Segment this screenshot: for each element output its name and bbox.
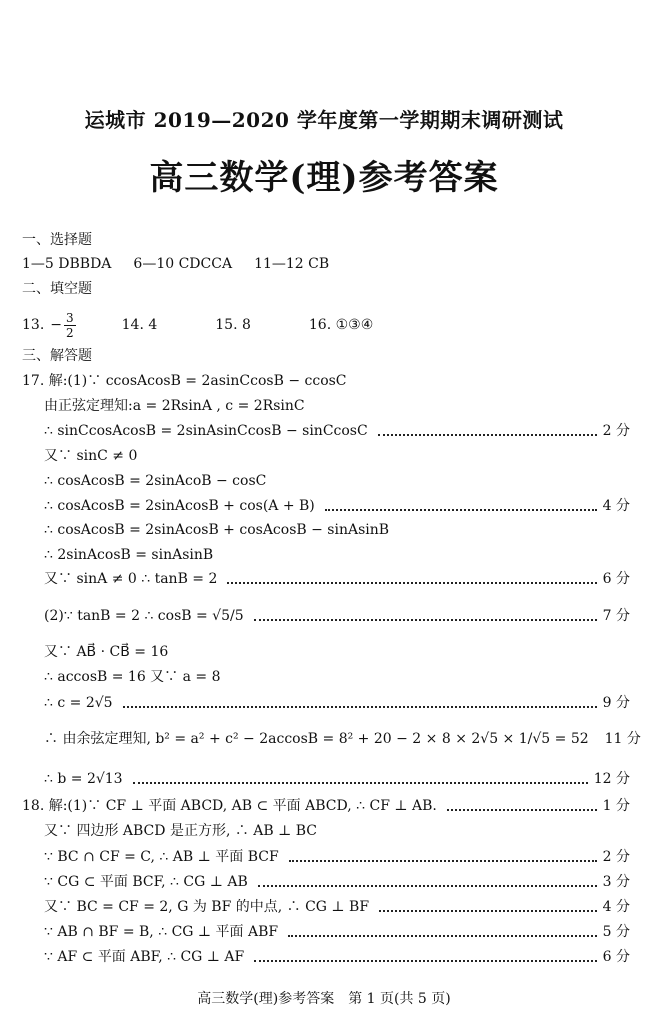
solution-line <box>44 819 630 843</box>
score-points: 4 分 <box>602 899 630 915</box>
leader-dots <box>325 509 597 511</box>
solution-line <box>44 870 630 894</box>
solution-text: 又∵ AB⃗ · CB⃗ = 16 <box>44 644 169 660</box>
solution-line <box>44 727 641 751</box>
mc-answer-2: 6—10 CDCCA <box>133 256 233 272</box>
score-points: 3 分 <box>602 874 630 890</box>
leader-dots <box>123 706 597 708</box>
q15-answer: 15. 8 <box>215 317 251 333</box>
solution-text: ∵ AB ∩ BF = B, ∴ CG ⊥ 平面 ABF <box>44 924 279 940</box>
solution-text: ∴ accosB = 16 又∵ a = 8 <box>44 669 221 685</box>
leader-dots <box>447 809 597 811</box>
solution-line <box>44 419 630 443</box>
mc-answer-3: 11—12 CB <box>254 256 330 272</box>
mc-answers <box>22 252 648 276</box>
solution-text: 又∵ 四边形 ABCD 是正方形, ∴ AB ⊥ BC <box>44 823 318 839</box>
solution-text: ∵ AF ⊂ 平面 ABF, ∴ CG ⊥ AF <box>44 949 245 965</box>
section-heading-fill: 二、填空题 <box>22 281 92 297</box>
score-points: 5 分 <box>602 924 630 940</box>
solution-line <box>44 567 630 591</box>
solution-text: ∴ cosAcosB = 2sinAcoB − cosC <box>44 473 267 489</box>
solution-text: ∴ 由余弦定理知, b² = a² + c² − 2accosB = 8² + 20 − 2 × 8 × 2√5 × 1/√5 = 52 <box>44 731 589 747</box>
leader-dots <box>378 434 597 436</box>
leader-dots <box>227 582 596 584</box>
leader-dots <box>254 619 597 621</box>
solution-text: ∴ cosAcosB = 2sinAcosB + cos(A + B) <box>44 498 315 514</box>
solution-text: 17. 解:(1)∵ ccosAcosB = 2asinCcosB − ccosC <box>22 373 347 389</box>
solution-line <box>44 394 630 418</box>
solution-text: ∵ CG ⊂ 平面 BCF, ∴ CG ⊥ AB <box>44 874 248 890</box>
score-points: 6 分 <box>602 949 630 965</box>
page-footer: 高三数学(理)参考答案 第 1 页(共 5 页) <box>197 991 451 1007</box>
solution-text: ∴ 2sinAcosB = sinAsinB <box>44 547 214 563</box>
document-title: 运城市 2019—2020 学年度第一学期期末调研测试 <box>84 108 564 132</box>
solution-line <box>44 640 630 664</box>
solution-text: ∴ c = 2√5 <box>44 695 113 711</box>
solution-text: ∴ sinCcosAcosB = 2sinAsinCcosB − sinCcosC <box>44 423 368 439</box>
solution-text: 又∵ BC = CF = 2, G 为 BF 的中点, ∴ CG ⊥ BF <box>44 899 370 915</box>
solution-line <box>44 469 630 493</box>
mc-answer-1: 1—5 DBBDA <box>22 256 112 272</box>
solution-line <box>44 604 630 628</box>
q13-fraction <box>64 311 76 340</box>
leader-dots <box>258 885 597 887</box>
solution-text: ∵ BC ∩ CF = C, ∴ AB ⊥ 平面 BCF <box>44 849 279 865</box>
solution-line <box>44 543 630 567</box>
solution-line <box>44 494 630 518</box>
document-subtitle: 高三数学(理)参考答案 <box>149 158 499 198</box>
leader-dots <box>288 935 597 937</box>
leader-dots <box>254 960 596 962</box>
fill-answers <box>22 308 648 342</box>
solution-line <box>44 945 630 969</box>
score-points: 12 分 <box>593 771 630 787</box>
solution-line <box>22 369 630 393</box>
q13-label: 13. <box>22 317 45 333</box>
solution-line <box>44 920 630 944</box>
solution-line <box>44 845 630 869</box>
solution-text: 18. 解:(1)∵ CF ⊥ 平面 ABCD, AB ⊂ 平面 ABCD, ∴ CF ⊥ AB. <box>22 798 437 814</box>
score-points: 2 分 <box>602 849 630 865</box>
solution-line <box>44 895 630 919</box>
q13-denominator: 2 <box>66 325 74 340</box>
leader-dots <box>133 782 588 784</box>
q13-sign: − <box>50 317 62 333</box>
score-points: 7 分 <box>602 608 630 624</box>
leader-dots <box>379 910 597 912</box>
solution-text: 由正弦定理知:a = 2RsinA , c = 2RsinC <box>44 398 305 414</box>
score-points: 6 分 <box>602 571 630 587</box>
q14-answer: 14. 4 <box>121 317 158 333</box>
solution-line <box>22 794 630 818</box>
solution-text: 又∵ sinA ≠ 0 ∴ tanB = 2 <box>44 571 218 587</box>
score-points: 9 分 <box>602 695 630 711</box>
q16-answer: 16. ①③④ <box>308 317 374 333</box>
solution-text: (2)∵ tanB = 2 ∴ cosB = √5/5 <box>44 608 244 624</box>
solution-line <box>44 444 630 468</box>
leader-dots <box>289 860 597 862</box>
score-points: 1 分 <box>602 798 630 814</box>
solution-line <box>44 767 630 791</box>
score-points: 4 分 <box>602 498 630 514</box>
solution-text: ∴ cosAcosB = 2sinAcosB + cosAcosB − sinAsinB <box>44 522 390 538</box>
score-points: 2 分 <box>602 423 630 439</box>
solution-line <box>44 691 630 715</box>
solution-line <box>44 518 630 542</box>
section-heading-mc: 一、选择题 <box>22 232 92 248</box>
solution-text: 又∵ sinC ≠ 0 <box>44 448 138 464</box>
score-points: 11 分 <box>604 731 641 747</box>
solution-line <box>44 665 630 689</box>
section-heading-solve: 三、解答题 <box>22 348 92 364</box>
solution-text: ∴ b = 2√13 <box>44 771 123 787</box>
q13-numerator: 3 <box>66 310 74 325</box>
